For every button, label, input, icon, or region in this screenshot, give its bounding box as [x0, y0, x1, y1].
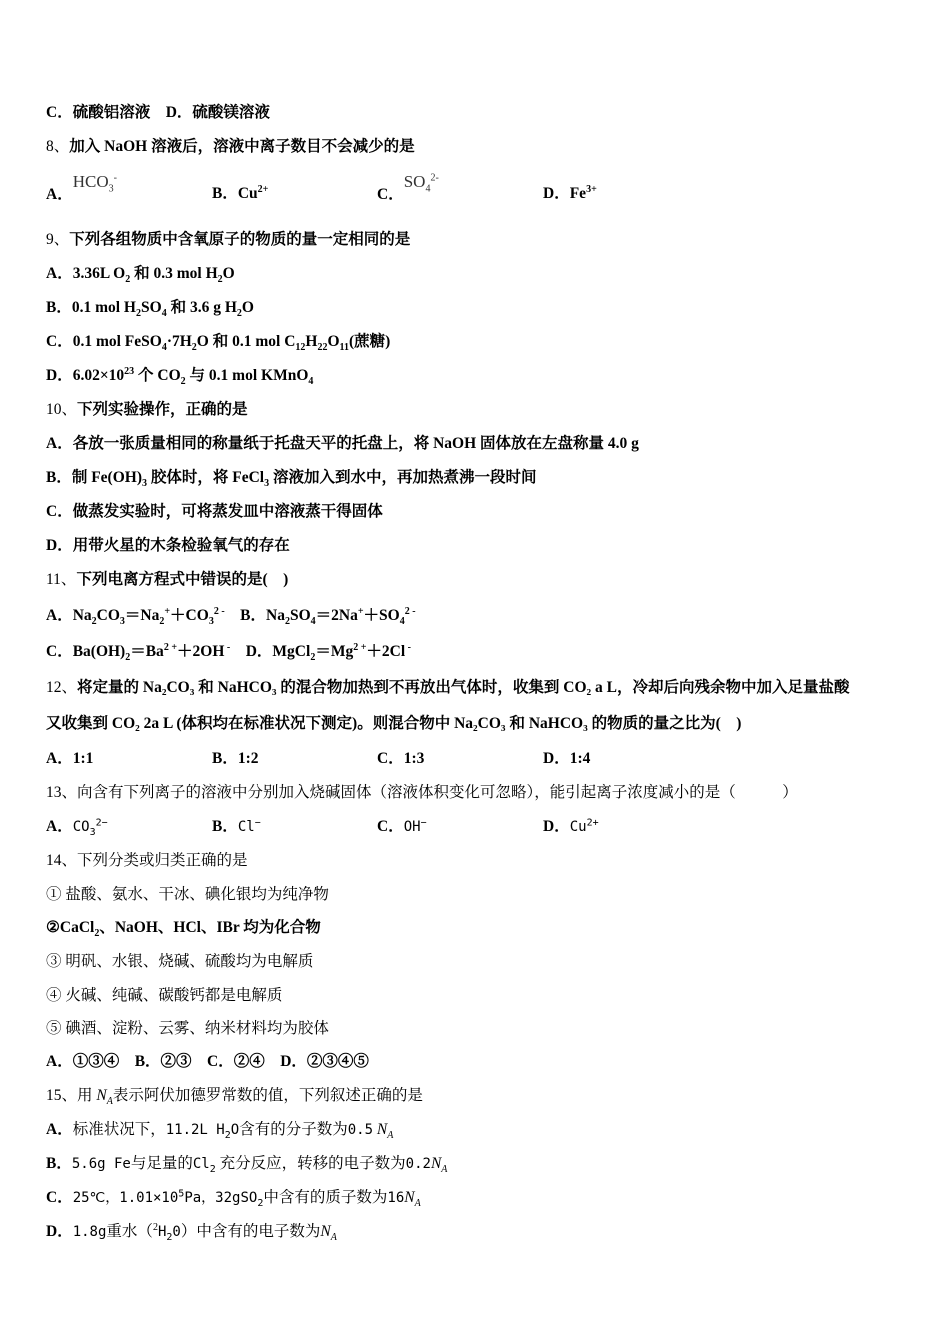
q12-stem-line2: 又收集到 CO₂ 2a L (体积均在标准状况下测定)。则混合物中 Na₂CO₃ 和 NaHCO₃ 的物质的量之比为( ): [46, 715, 742, 732]
q8-option-a-ion: [72, 172, 117, 195]
q8-option-d: [543, 184, 597, 204]
q7-option-d-label: D．: [165, 104, 193, 121]
q15-number: 15、: [46, 1087, 78, 1104]
q14-item-5: ⑤ 碘酒、淀粉、云雾、纳米材料均为胶体: [46, 1020, 329, 1037]
q9-option-c: C．0.1 mol $FeSO_4\cdot 7H_2O$ 和 0.1 mol $C_{12}H_{22}O_{11}$(蔗糖): [46, 333, 391, 354]
q15-option-b: B．5.6g Fe与足量的$Cl_2$ 充分反应，转移的电子数为$0.2N_A$: [46, 1155, 448, 1176]
q7-option-c-label: C．: [46, 104, 73, 121]
q13-stem-text: 向含有下列离子的溶液中分别加入烧碱固体（溶液体积变化可忽略），能引起离子浓度减小的是（ ）: [77, 784, 798, 801]
q8-c-ion-text: SO: [403, 172, 426, 191]
q8-option-c-label: C．: [377, 186, 404, 203]
q14-stem: [46, 851, 248, 871]
q7-option-c-text: 硫酸铝溶液: [72, 104, 151, 121]
q9-option-d: D．$6.02\times 10^{23}$ 个 $CO_2$ 与 0.1 mol KMnO$_4$: [46, 365, 314, 388]
q12-number: 12、: [46, 679, 78, 696]
q12-stem-line1: [46, 678, 850, 698]
q11-stem: [46, 570, 288, 590]
q14-number: 14、: [46, 852, 78, 869]
q14-item-2: ②CaCl$_2$、NaOH、HCl、IBr 均为化合物: [46, 919, 321, 940]
q10-b-mid: 胶体时，将 FeCl: [147, 469, 265, 486]
q15-stem: 15、用 $N_A$表示阿伏加德罗常数的值，下列叙述正确的是: [46, 1087, 423, 1108]
q15-option-d: D．1.8g重水$(^2H_20)$中含有的电子数为$N_A$: [46, 1221, 337, 1244]
q8-option-b-label: B．: [212, 185, 238, 202]
q8-option-c: [377, 172, 439, 203]
q9-stem-text: 下列各组物质中含氧原子的物质的量一定相同的是: [69, 231, 411, 248]
q9-number: 9、: [46, 231, 70, 248]
q14-item2-post: 、NaOH、HCl、IBr 均为化合物: [99, 919, 321, 936]
q13-option-c: C．OH−: [377, 817, 427, 835]
q9-stem: [46, 230, 410, 250]
q8-a-sub: 3: [108, 183, 114, 195]
q15-na-symbol: N: [96, 1087, 107, 1104]
q8-b-ion-text: Cu: [237, 185, 258, 202]
q8-a-ion-text: HCO: [72, 172, 109, 191]
q14-options: A．①③④ B．②③ C．②④ D．②③④⑤: [46, 1053, 369, 1070]
q13-option-a: A．$CO_3^{2-}$: [46, 817, 108, 838]
q10-option-a: A．各放一张质量相同的称量纸于托盘天平的托盘上，将 NaOH 固体放在左盘称量 4.0 g: [46, 435, 639, 452]
q7-options-line: [46, 103, 270, 123]
q8-option-b: [212, 184, 268, 204]
q10-option-c: C．做蒸发实验时，可将蒸发皿中溶液蒸干得固体: [46, 503, 383, 520]
q15-stem-pre: 用: [77, 1087, 97, 1104]
q10-stem: [46, 400, 248, 420]
q13-option-b: B．Cl−: [212, 817, 261, 835]
q10-number: 10、: [46, 401, 78, 418]
q15-option-c: C．25℃，$1.01\times 10^5Pa$，32gSO$_2$中含有的质子数为$16N_A$: [46, 1188, 421, 1210]
q10-b-pre: B．制 Fe(OH): [46, 469, 142, 486]
q8-b-sup: 2+: [257, 183, 269, 195]
q14-stem-text: 下列分类或归类正确的是: [77, 852, 248, 869]
q12-stem-line1-text: 将定量的 Na₂CO₃ 和 NaHCO₃ 的混合物加热到不再放出气体时，收集到 CO₂ a L，冷却后向残余物中加入足量盐酸: [77, 679, 850, 696]
q12-option-b: B．1:2: [212, 750, 259, 767]
q13-option-d: D．$Cu^{2+}$: [543, 817, 599, 835]
q8-option-c-ion: [403, 172, 439, 195]
q8-c-sub: 4: [425, 183, 431, 195]
q14-item-3: ③ 明矾、水银、烧碱、硫酸均为电解质: [46, 953, 314, 970]
q8-c-sup: 2-: [430, 172, 439, 184]
q8-a-sup: -: [113, 172, 117, 184]
q8-option-a: [46, 172, 117, 203]
q9-option-b: B．0.1 mol $H_2SO_4$ 和 3.6 g $H_2O$: [46, 299, 254, 320]
q7-option-d-text: 硫酸镁溶液: [192, 104, 270, 121]
q12-option-a: A．1:1: [46, 750, 94, 767]
q11-stem-text: 下列电离方程式中错误的是( ): [76, 571, 289, 588]
q13-stem: [46, 783, 798, 803]
q15-option-a: A．标准状况下，11.2L $H_2O$含有的分子数为0.5 $N_A$: [46, 1121, 394, 1142]
q8-stem: [46, 137, 415, 157]
q8-option-d-label: D．: [543, 185, 570, 202]
q8-d-ion-text: Fe: [569, 185, 587, 202]
q13-number: 13、: [46, 784, 78, 801]
q12-option-d: D．1:4: [543, 750, 591, 767]
q11-options-ab: A．$Na_2CO_3=Na_2^++CO_3^{2 -}$ B．$Na_2SO_4=2Na^++SO_4^{2 -}$: [46, 605, 416, 628]
q11-options-cd: C．$Ba(OH)_2=Ba^{2 +}+2OH$ - D．$MgCl_2=Mg^{2 +}+2Cl$ -: [46, 641, 412, 664]
q12-option-c: C．1:3: [377, 750, 425, 767]
q8-number: 8、: [46, 138, 70, 155]
q9-option-a: A．3.36L $O_2$ 和 0.3 mol $H_2O$: [46, 265, 235, 286]
q10-b-post: 溶液加入到水中，再加热煮沸一段时间: [269, 469, 537, 486]
q10-option-d: D．用带火星的木条检验氧气的存在: [46, 537, 290, 554]
q8-stem-text: 加入 NaOH 溶液后，溶液中离子数目不会减少的是: [69, 138, 415, 155]
q14-item-4: ④ 火碱、纯碱、碳酸钙都是电解质: [46, 987, 283, 1004]
q11-number: 11、: [46, 571, 77, 588]
q10-option-b: B．制 $Fe(OH)_3$ 胶体时，将 FeCl$_3$ 溶液加入到水中，再加热煮沸一段时间: [46, 469, 537, 490]
q8-d-sup: 3+: [586, 183, 597, 195]
q10-stem-text: 下列实验操作，正确的是: [77, 401, 248, 418]
q8-option-a-label: A．: [46, 186, 73, 203]
q15-stem-post: 表示阿伏加德罗常数的值，下列叙述正确的是: [112, 1087, 423, 1104]
q14-item2-pre: ②CaCl: [46, 919, 95, 936]
q14-item-1: ① 盐酸、氨水、干冰、碘化银均为纯净物: [46, 886, 329, 903]
